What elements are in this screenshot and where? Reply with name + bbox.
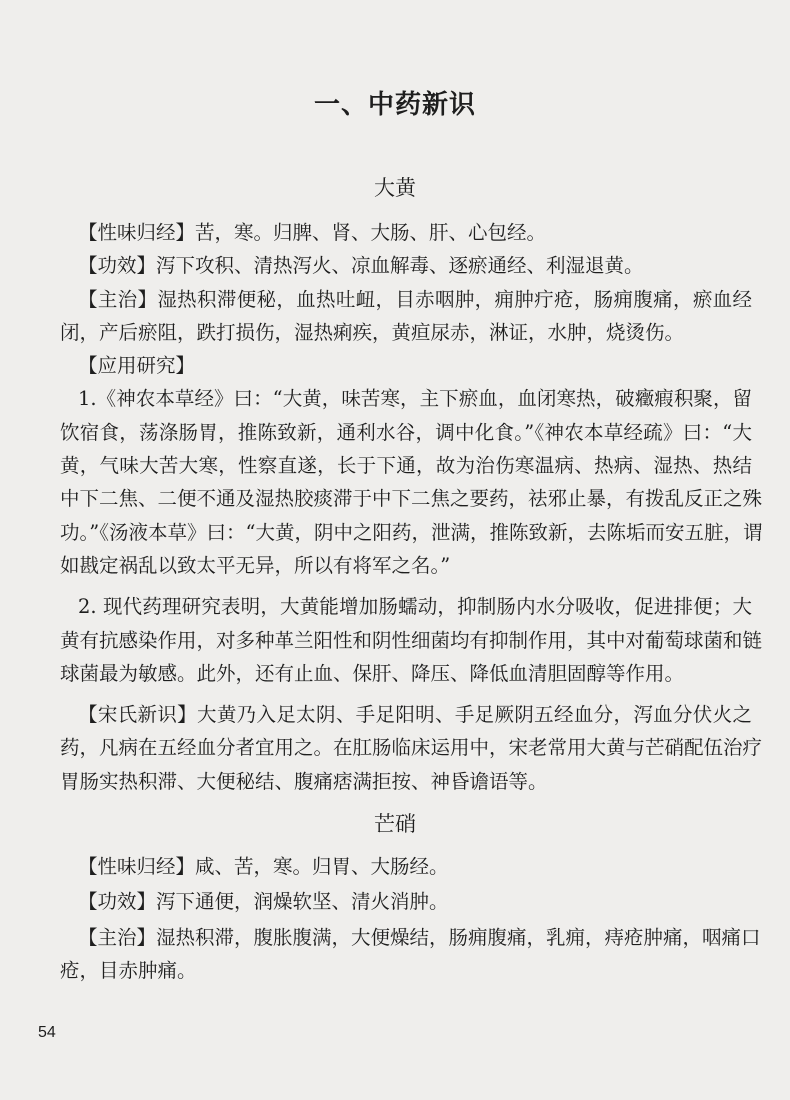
paragraph: [60, 382, 763, 582]
paragraph-text: 球菌最为敏感。此外，还有止血、保肝、降压、降低血清胆固醇等作用。: [60, 661, 685, 685]
text-line: [60, 698, 752, 731]
text-line: [60, 954, 752, 987]
text-line: [60, 249, 752, 282]
paragraph: [60, 283, 752, 350]
paragraph-text: 黄，气味大苦大寒，性察直遂，长于下通，故为治伤寒温病、热病、湿热、热结: [60, 454, 752, 478]
paragraph-text: 1.《神农本草经》曰：“大黄，味苦寒，主下瘀血，血闭寒热，破癥瘕积聚，留: [78, 387, 752, 411]
page-number: 54: [38, 1024, 56, 1041]
text-line: [60, 416, 752, 449]
paragraph: [60, 921, 761, 988]
paragraph-text: 苦，寒。归脾、肾、大肠、肝、心包经。: [195, 221, 547, 244]
paragraph-text: 湿热积滞，腹胀腹满，大便燥结，肠痈腹痛，乳痈，痔疮肿痛，咽痛口: [156, 925, 761, 949]
paragraph-label: 【主治】: [78, 287, 158, 311]
paragraph-text: 咸、苦，寒。归胃、大肠经。: [195, 855, 449, 878]
text-line: [60, 349, 752, 382]
paragraph-text: 药，凡病在五经血分者宜用之。在肛肠临床运用中，宋老常用大黄与芒硝配伍治疗: [60, 736, 763, 760]
text-line: [60, 449, 752, 482]
paragraph-label: 【性味归经】: [78, 221, 196, 244]
paragraph: [60, 698, 763, 798]
paragraph-text: 功。”《汤液本草》曰：“大黄，阴中之阳药，泄满，推陈致新，去陈垢而安五脏，谓: [60, 520, 763, 544]
paragraph: [60, 216, 752, 249]
paragraph-text: 疮，目赤肿痛。: [60, 958, 197, 982]
paragraph: [60, 885, 752, 918]
paragraph-text: 2. 现代药理研究表明，大黄能增加肠蠕动，抑制肠内水分吸收，促进排便；大: [78, 595, 752, 619]
paragraph: [60, 249, 752, 282]
paragraph-label: 【功效】: [78, 254, 157, 278]
text-line: [60, 765, 752, 798]
paragraph-text: 大黄乃入足太阴、手足阳明、手足厥阴五经血分，泻血分伏火之: [197, 703, 752, 727]
text-line: [60, 731, 763, 764]
text-line: [60, 283, 752, 316]
paragraph-label: 【主治】: [78, 925, 157, 949]
text-line: [60, 482, 763, 515]
paragraph-text: 如戡定祸乱以致太平无异，所以有将军之名。”: [60, 553, 451, 577]
text-line: [60, 216, 752, 249]
herb-body-dahuang: [60, 216, 763, 798]
text-line: [60, 885, 752, 918]
text-line: [60, 516, 763, 549]
paragraph-text: 胃肠实热积滞、大便秘结、腹痛痞满拒按、神昏谵语等。: [60, 769, 548, 793]
text-line: [60, 382, 752, 415]
paragraph-label: 【宋氏新识】: [78, 703, 197, 727]
herb-heading-dahuang: 大黄: [374, 176, 416, 200]
text-line: [60, 657, 752, 690]
paragraph-label: 【应用研究】: [78, 354, 196, 378]
paragraph-text: 泻下攻积、清热泻火、凉血解毒、逐瘀通经、利湿退黄。: [156, 254, 644, 278]
herb-body-mangxiao: [60, 850, 761, 987]
paragraph: [60, 850, 752, 883]
text-line: [60, 590, 752, 623]
section-title: 一、中药新识: [313, 90, 476, 120]
paragraph-label: 【性味归经】: [78, 855, 196, 878]
paragraph: [60, 590, 763, 690]
paragraph-text: 中下二焦、二便不通及湿热胶痰滞于中下二焦之要药，祛邪止暴，有拨乱反正之殊: [60, 487, 763, 511]
paragraph: [60, 349, 752, 382]
text-line: [60, 850, 752, 883]
paragraph-text: 饮宿食，荡涤肠胃，推陈致新，通利水谷，调中化食。”《神农本草经疏》曰：“大: [60, 420, 752, 444]
paragraph-text: 闭，产后瘀阻，跌打损伤，湿热痢疾，黄疸尿赤，淋证，水肿，烧烫伤。: [60, 320, 685, 344]
paragraph-text: 湿热积滞便秘，血热吐衄，目赤咽肿，痈肿疔疮，肠痈腹痛，瘀血经: [157, 287, 752, 311]
text-line: [60, 316, 752, 349]
paragraph-label: 【功效】: [78, 890, 157, 914]
paragraph-text: 泻下通便，润燥软坚、清火消肿。: [156, 890, 449, 914]
herb-heading-mangxiao: 芒硝: [374, 812, 416, 836]
text-line: [60, 921, 761, 954]
text-line: [60, 624, 763, 657]
paragraph-text: 黄有抗感染作用，对多种革兰阳性和阴性细菌均有抑制作用，其中对葡萄球菌和链: [60, 628, 763, 652]
text-line: [60, 549, 752, 582]
